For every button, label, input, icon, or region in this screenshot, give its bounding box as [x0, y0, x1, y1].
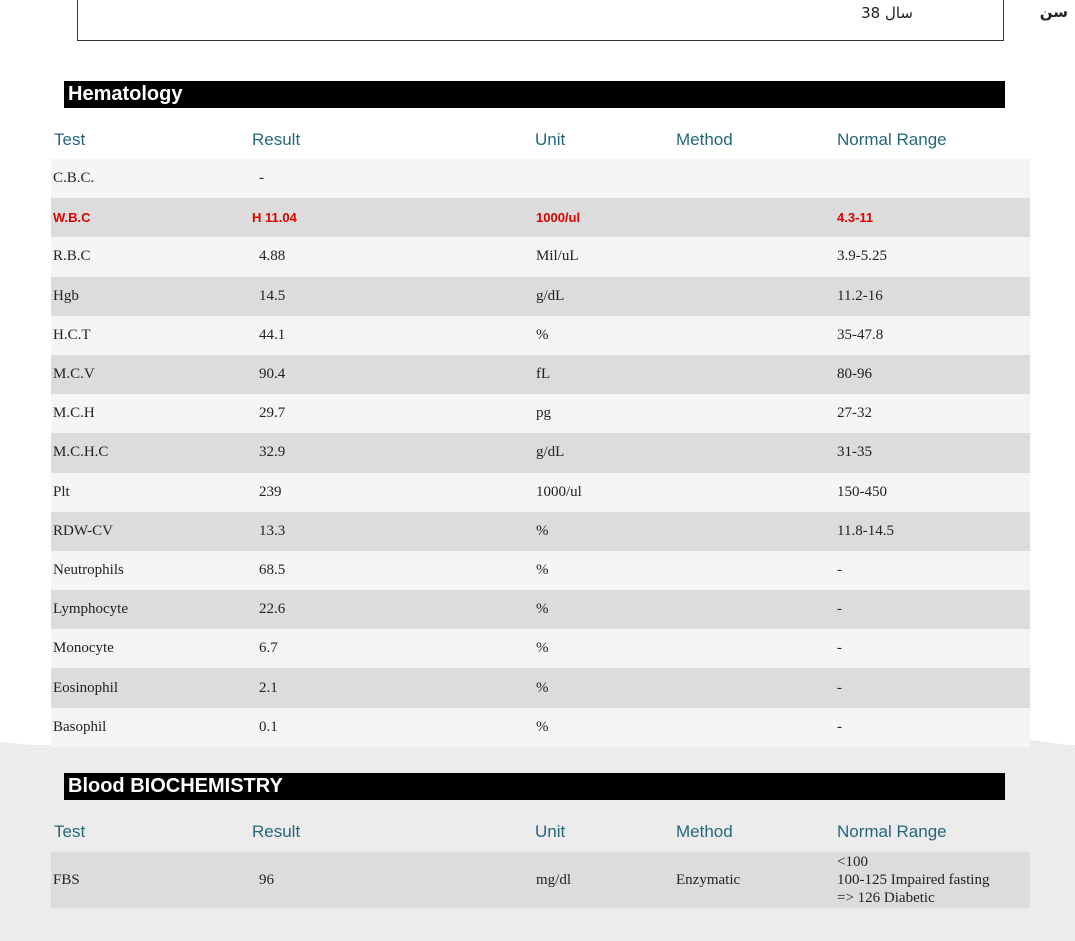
- test-unit: g/dL: [536, 287, 565, 304]
- test-name: H.C.T: [53, 326, 91, 343]
- hematology-table: [51, 159, 1030, 747]
- header-unit: Unit: [535, 822, 566, 841]
- test-name: M.C.H.C: [53, 444, 109, 461]
- range-line: 100-125 Impaired fasting: [837, 872, 990, 888]
- test-range: -: [837, 718, 842, 735]
- test-result: 96: [259, 871, 274, 888]
- test-range: 4.3-11: [837, 210, 874, 226]
- table-row: [51, 473, 1030, 512]
- test-range: 80-96: [837, 366, 872, 383]
- test-result: 0.1: [259, 718, 278, 735]
- header-result: Result: [252, 130, 301, 149]
- table-row: [51, 237, 1030, 276]
- test-result: 239: [259, 483, 282, 500]
- table-row: [51, 629, 1030, 668]
- test-unit: 1000/ul: [536, 210, 581, 226]
- test-name: FBS: [53, 871, 80, 888]
- test-result: 44.1: [259, 326, 286, 343]
- test-result: 68.5: [259, 561, 286, 578]
- test-result: -: [259, 170, 264, 187]
- test-result: 4.88: [259, 248, 286, 265]
- table-row-flagged: [51, 198, 1030, 237]
- test-range: [837, 853, 989, 907]
- test-result: 22.6: [259, 601, 286, 618]
- test-name: Basophil: [53, 718, 107, 735]
- table-row: [51, 708, 1030, 747]
- test-result: H 11.04: [252, 210, 297, 226]
- test-name: M.C.H: [53, 405, 95, 422]
- test-unit: %: [536, 640, 549, 657]
- test-name: Neutrophils: [53, 561, 124, 578]
- age-value: 38 سال: [861, 4, 913, 22]
- table-row: [51, 433, 1030, 472]
- range-line: <100: [837, 854, 868, 870]
- test-unit: %: [536, 561, 549, 578]
- header-method: Method: [676, 130, 733, 149]
- test-result: 29.7: [259, 405, 286, 422]
- test-range: -: [837, 561, 842, 578]
- test-range: 11.2-16: [837, 287, 883, 304]
- test-name: M.C.V: [53, 366, 95, 383]
- table-row: [51, 316, 1030, 355]
- test-name: C.B.C.: [53, 170, 95, 187]
- table-row: [51, 852, 1030, 908]
- test-name: Plt: [53, 483, 70, 500]
- test-range: -: [837, 679, 842, 696]
- test-unit: %: [536, 679, 549, 696]
- test-unit: %: [536, 326, 549, 343]
- test-range: -: [837, 601, 842, 618]
- header-test: Test: [54, 130, 86, 149]
- test-result: 32.9: [259, 444, 286, 461]
- biochemistry-section-title: Blood BIOCHEMISTRY: [64, 773, 1005, 800]
- table-row: [51, 394, 1030, 433]
- table-row: [51, 590, 1030, 629]
- test-unit: pg: [536, 405, 551, 422]
- test-unit: %: [536, 522, 549, 539]
- table-row: [51, 668, 1030, 707]
- test-name: W.B.C: [53, 210, 91, 226]
- test-result: 2.1: [259, 679, 278, 696]
- table-row: [51, 512, 1030, 551]
- test-result: 6.7: [259, 640, 278, 657]
- range-line: => 126 Diabetic: [837, 890, 935, 906]
- table-row: [51, 355, 1030, 394]
- table-row: [51, 159, 1030, 198]
- test-name: Eosinophil: [53, 679, 119, 696]
- test-result: 90.4: [259, 366, 286, 383]
- table-row: [51, 551, 1030, 590]
- test-unit: fL: [536, 366, 551, 383]
- test-unit: %: [536, 718, 549, 735]
- test-name: Lymphocyte: [53, 601, 128, 618]
- test-unit: %: [536, 601, 549, 618]
- test-unit: g/dL: [536, 444, 565, 461]
- test-name: Hgb: [53, 287, 79, 304]
- header-method: Method: [676, 822, 733, 841]
- test-range: 27-32: [837, 405, 872, 422]
- header-normal-range: Normal Range: [837, 822, 947, 841]
- biochemistry-table: [51, 852, 1030, 908]
- header-unit: Unit: [535, 130, 566, 149]
- test-unit: Mil/uL: [536, 248, 579, 265]
- test-unit: mg/dl: [536, 871, 572, 888]
- test-range: -: [837, 640, 842, 657]
- header-test: Test: [54, 822, 86, 841]
- test-name: Monocyte: [53, 640, 114, 657]
- header-result: Result: [252, 822, 301, 841]
- test-unit: 1000/ul: [536, 483, 582, 500]
- hematology-section-title: Hematology: [64, 81, 1005, 108]
- table-row: [51, 277, 1030, 316]
- test-method: Enzymatic: [676, 871, 741, 888]
- test-name: R.B.C: [53, 248, 91, 265]
- age-label: سن: [1039, 3, 1068, 21]
- header-normal-range: Normal Range: [837, 130, 947, 149]
- test-range: 150-450: [837, 483, 887, 500]
- test-result: 13.3: [259, 522, 286, 539]
- test-range: 3.9-5.25: [837, 248, 887, 265]
- test-name: RDW-CV: [53, 522, 113, 539]
- test-range: 35-47.8: [837, 326, 884, 343]
- patient-info-box: [77, 0, 1068, 41]
- test-range: 11.8-14.5: [837, 522, 894, 539]
- test-result: 14.5: [259, 287, 286, 304]
- test-range: 31-35: [837, 444, 872, 461]
